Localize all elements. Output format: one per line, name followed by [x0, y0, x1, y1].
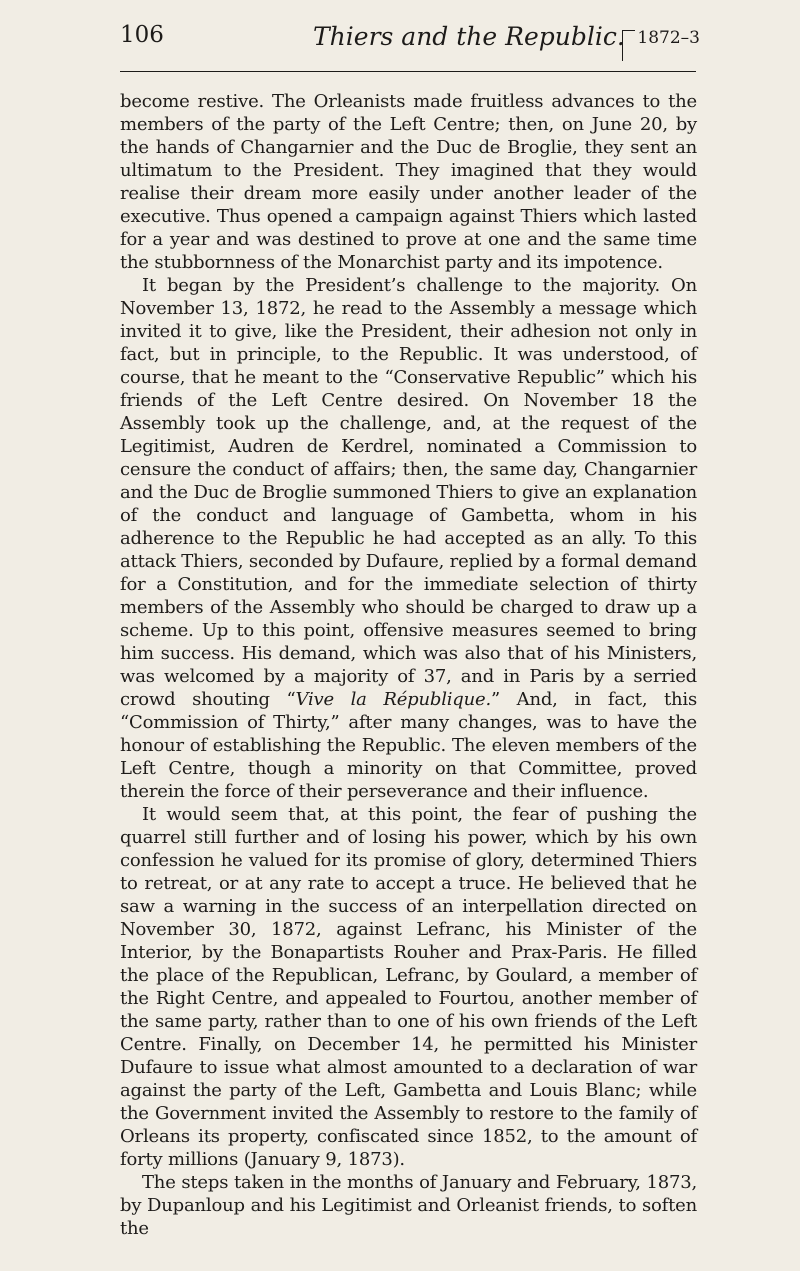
running-title: Thiers and the Republic.	[313, 22, 625, 51]
body-text	[120, 90, 697, 1240]
date-range-text: 1872–3	[637, 28, 700, 48]
running-header	[120, 14, 700, 74]
paragraph-2-part-b: ” And, in fact, this “Commission of Thirty,” after many changes, was to have the honour of establishing the Republic. The eleven members of the Left Centre, though a minority on that Committee, proved therein the force of their perseverance and their influence.	[120, 689, 698, 802]
page-number: 106	[120, 22, 164, 48]
paragraph-1: become restive. The Orleanists made fruitless advances to the members of the party of the Left Centre; then, on June 20, by the hands of Changarnier and the Duc de Broglie, they sent an ultimatum to the President. They imagined that they would realise their dream more easily under another leader of the executive. Thus opened a campaign against Thiers which lasted for a year and was destined to prove at one and the same time the stubbornness of the Monarchist party and its impotence.	[120, 91, 697, 273]
paragraph-2-italic: Vive la République.	[295, 689, 491, 710]
paragraph-3: It would seem that, at this point, the fear of pushing the quarrel still further and of losing his power, which by his own confession he valued for its promise of glory, determined Thiers to retreat, or at any rate to accept a truce. He believed that he saw a warning in the success of an interpellation directed on November 30, 1872, against Lefranc, his Minister of the Interior, by the Bonapartists Rouher and Prax-Paris. He filled the place of the Republican, Lefranc, by Goulard, a member of the Right Centre, and appealed to Fourtou, another member of the same party, rather than to one of his own friends of the Left Centre. Finally, on December 14, he permitted his Minister Dufaure to issue what almost amounted to a declaration of war against the party of the Left, Gambetta and Louis Blanc; while the Government invited the Assembly to restore to the family of Orleans its property, confiscated since 1852, to the amount of forty millions (January 9, 1873).	[120, 804, 697, 1170]
bracket-mark	[622, 30, 635, 61]
paragraph-4: The steps taken in the months of January and February, 1873, by Dupanloup and his Legitimist and Orleanist friends, to soften the	[120, 1172, 697, 1239]
paragraph-2	[120, 274, 697, 803]
header-rule	[120, 71, 696, 72]
paragraph-2-part-a: It began by the President’s challenge to the majority. On November 13, 1872, he read to the Assembly a message which invited it to give, like the President, their adhesion not only in fact, but in principle, to the Republic. It was understood, of course, that he meant to the “Conservative Republic” which his friends of the Left Centre desired. On November 18 the Assembly took up the challenge, and, at the request of the Legitimist, Audren de Kerdrel, nominated a Commission to censure the conduct of affairs; then, the same day, Changarnier and the Duc de Broglie summoned Thiers to give an explanation of the conduct and language of Gambetta, whom in his adherence to the Republic he had accepted as an ally. To this attack Thiers, seconded by Dufaure, replied by a formal demand for a Constitution, and for the immediate selection of thirty members of the Assembly who should be charged to draw up a scheme. Up to this point, offensive measures seemed to bring him success. His demand, which was also that of his Ministers, was welcomed by a majority of 37, and in Paris by a serried crowd shouting “	[120, 275, 698, 710]
date-range	[622, 28, 700, 61]
